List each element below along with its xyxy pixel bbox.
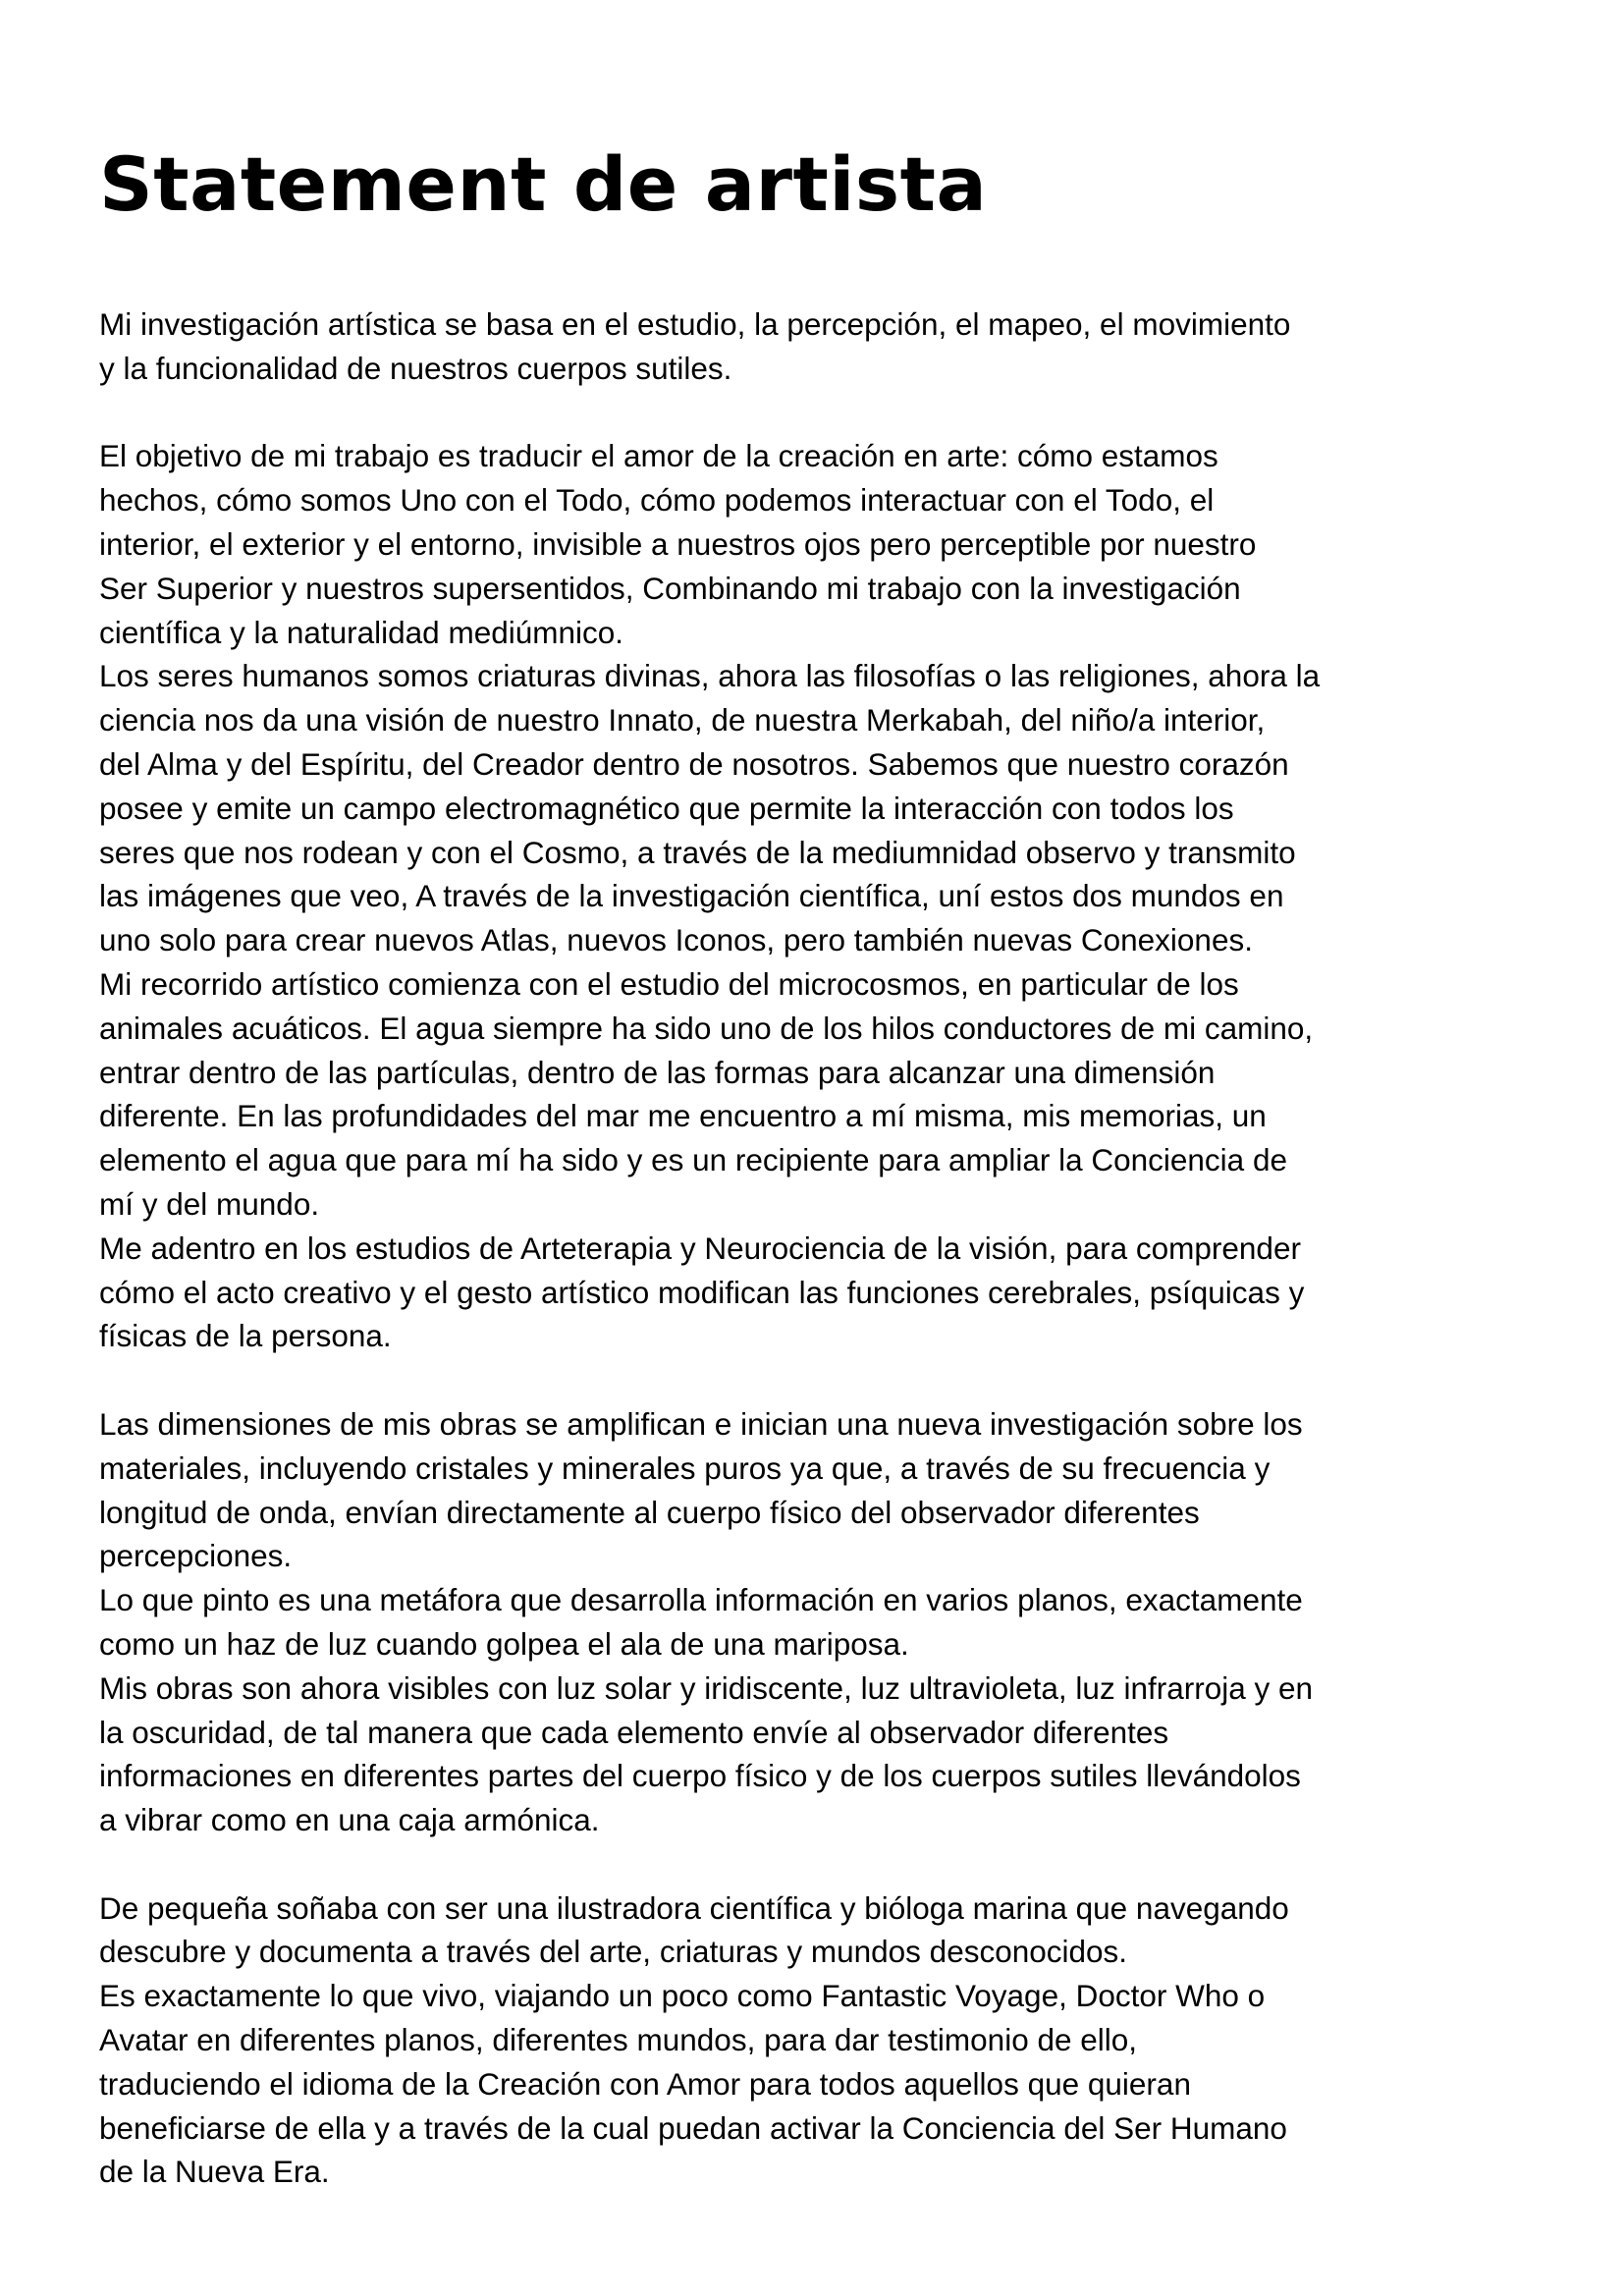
paragraph xyxy=(99,302,1415,391)
text-line: Lo que pinto es una metáfora que desarrolla información en varios planos, exactamente xyxy=(99,1582,1303,1618)
text-line: elemento el agua que para mí ha sido y es un recipiente para ampliar la Conciencia de xyxy=(99,1142,1287,1178)
paragraph-gap xyxy=(99,391,1415,435)
document-page xyxy=(99,0,1415,2296)
text-line: a vibrar como en una caja armónica. xyxy=(99,1802,600,1838)
text-line: cómo el acto creativo y el gesto artístico modifican las funciones cerebrales, psíquicas y xyxy=(99,1274,1305,1310)
text-line: de la Nueva Era. xyxy=(99,2154,330,2190)
text-line: Mi recorrido artístico comienza con el estudio del microcosmos, en particular de los xyxy=(99,965,1239,1002)
text-line: beneficiarse de ella y a través de la cual puedan activar la Conciencia del Ser Humano xyxy=(99,2109,1287,2146)
text-line: Mi investigación artística se basa en el estudio, la percepción, el mapeo, el movimiento xyxy=(99,306,1291,342)
paragraph xyxy=(99,1886,1415,2195)
text-line: informaciones en diferentes partes del cuerpo físico y de los cuerpos sutiles llevándolos xyxy=(99,1758,1301,1794)
text-line: posee y emite un campo electromagnético que permite la interacción con todos los xyxy=(99,790,1234,826)
text-line: ciencia nos da una visión de nuestro Innato, de nuestra Merkabah, del niño/a interior, xyxy=(99,702,1266,738)
text-line: descubre y documenta a través del arte, criaturas y mundos desconocidos. xyxy=(99,1934,1128,1970)
text-line: El objetivo de mi trabajo es traducir el amor de la creación en arte: cómo estamos xyxy=(99,438,1218,474)
text-line: traduciendo el idioma de la Creación con Amor para todos aquellos que quieran xyxy=(99,2065,1191,2102)
page-title: Statement de artista xyxy=(99,140,988,228)
text-line: Ser Superior y nuestros supersentidos, Combinando mi trabajo con la investigación xyxy=(99,570,1241,606)
text-line: materiales, incluyendo cristales y minerales puros ya que, a través de su frecuencia y xyxy=(99,1449,1271,1486)
text-line: del Alma y del Espíritu, del Creador dentro de nosotros. Sabemos que nuestro corazón xyxy=(99,745,1289,782)
text-line: entrar dentro de las partículas, dentro de las formas para alcanzar una dimensión xyxy=(99,1054,1216,1090)
text-line: Es exactamente lo que vivo, viajando un poco como Fantastic Voyage, Doctor Who o xyxy=(99,1978,1266,2014)
paragraph xyxy=(99,1402,1415,1842)
text-line: percepciones. xyxy=(99,1538,293,1574)
text-line: longitud de onda, envían directamente al cuerpo físico del observador diferentes xyxy=(99,1494,1200,1530)
text-line: hechos, cómo somos Uno con el Todo, cómo podemos interactuar con el Todo, el xyxy=(99,482,1215,519)
text-line: diferente. En las profundidades del mar me encuentro a mí misma, mis memorias, un xyxy=(99,1098,1267,1134)
text-line: la oscuridad, de tal manera que cada elemento envíe al observador diferentes xyxy=(99,1714,1169,1750)
text-line: como un haz de luz cuando golpea el ala de una mariposa. xyxy=(99,1625,909,1662)
text-line: las imágenes que veo, A través de la investigación científica, uní estos dos mundos en xyxy=(99,878,1284,914)
text-line: Mis obras son ahora visibles con luz solar y iridiscente, luz ultravioleta, luz infrarroja y en xyxy=(99,1669,1314,1706)
text-line: De pequeña soñaba con ser una ilustradora científica y bióloga marina que navegando xyxy=(99,1889,1289,1926)
text-line: Me adentro en los estudios de Arteterapia y Neurociencia de la visión, para comprender xyxy=(99,1230,1301,1266)
text-line: Los seres humanos somos criaturas divinas, ahora las filosofías o las religiones, ahora la xyxy=(99,658,1321,694)
text-line: interior, el exterior y el entorno, invisible a nuestros ojos pero perceptible por nuestro xyxy=(99,525,1257,562)
text-line: animales acuáticos. El agua siempre ha sido uno de los hilos conductores de mi camino, xyxy=(99,1010,1314,1046)
paragraph-gap xyxy=(99,1842,1415,1886)
paragraph-gap xyxy=(99,1358,1415,1402)
text-line: y la funcionalidad de nuestros cuerpos sutiles. xyxy=(99,350,732,386)
text-line: físicas de la persona. xyxy=(99,1318,392,1354)
text-line: seres que nos rodean y con el Cosmo, a través de la mediumnidad observo y transmito xyxy=(99,834,1296,870)
paragraph xyxy=(99,434,1415,1358)
text-line: mí y del mundo. xyxy=(99,1185,320,1222)
document-body xyxy=(99,302,1415,2194)
text-line: uno solo para crear nuevos Atlas, nuevos Iconos, pero también nuevas Conexiones. xyxy=(99,922,1253,958)
text-line: científica y la naturalidad mediúmnico. xyxy=(99,614,624,650)
text-line: Avatar en diferentes planos, diferentes mundos, para dar testimonio de ello, xyxy=(99,2022,1138,2058)
text-line: Las dimensiones de mis obras se amplifican e inician una nueva investigación sobre los xyxy=(99,1405,1303,1442)
